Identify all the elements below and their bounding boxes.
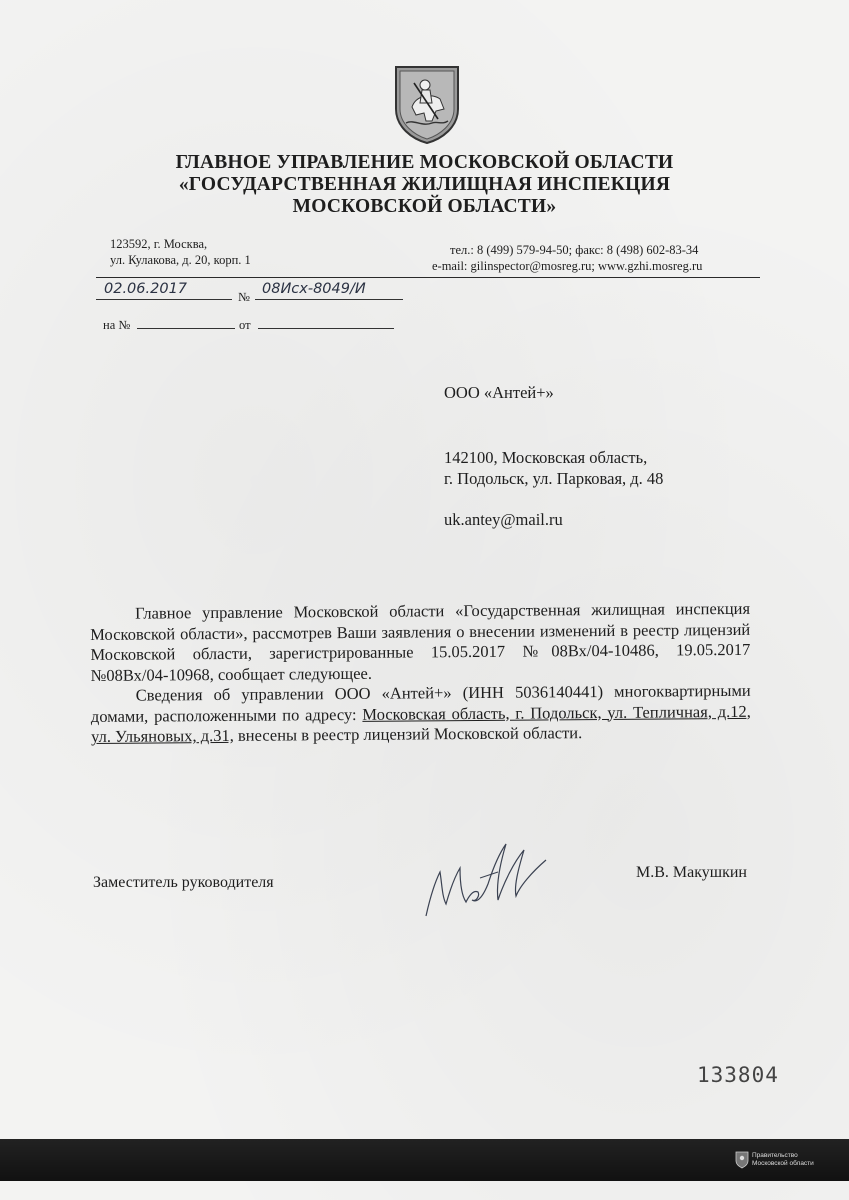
property-address: Московская область, г. Подольск, ул. Тепличная, д.12, ул. Ульяновых, д.31, [90,701,751,746]
registration-date: 02.06.2017 [104,281,188,297]
recipient-address-line-2: г. Подольск, ул. Парковая, д. 48 [444,469,664,488]
body-paragraph-2 [91,681,751,748]
number-underline [255,287,403,300]
reply-to-underline [137,316,235,329]
document-stamp-number: 133804 [697,1063,779,1087]
header-divider [96,277,760,278]
body-paragraph-1: Главное управление Московской области «Государственная жилищная инспекция Московской области», рассмотрев Ваши заявления о внесении изменений в реестр лицензий Московской области, зарегистрированные 15.05.2017 №08Вх/04-10486, 19.05.2017 №08Вх/04-10968, сообщает следующее. [90,598,751,685]
body-paragraph-2-start: Сведения об управлении ООО «Антей+» (ИНН 5036140441) многоквартирными домами, расположенными по адресу: [90,680,751,726]
sender-address-line-2: ул. Кулакова, д. 20, корп. 1 [110,253,251,267]
government-footer-logo [735,1150,825,1174]
org-title-line-2: «ГОСУДАРСТВЕННАЯ ЖИЛИЩНАЯ ИНСПЕКЦИЯ [178,174,671,195]
signatory-name: М.В. Макушкин [636,864,747,881]
recipient-email: uk.antey@mail.ru [444,510,563,529]
from-underline [258,316,394,329]
contact-phone: тел.: 8 (499) 579-94-50; факс: 8 (498) 602-83-34 [450,243,699,257]
sender-address-line-1: 123592, г. Москва, [110,237,208,251]
org-title-line-1: ГЛАВНОЕ УПРАВЛЕНИЕ МОСКОВСКОЙ ОБЛАСТИ [175,152,674,173]
footer-logo-line-1: Правительство [752,1152,798,1159]
org-title-line-3: МОСКОВСКОЙ ОБЛАСТИ» [292,196,557,217]
reply-to-label: на № [103,318,131,332]
date-underline [96,287,232,300]
footer-logo-text [752,1152,814,1168]
number-label: № [238,290,250,304]
letter-body [90,599,751,748]
recipient-address-line-1: 142100, Московская область, [444,448,648,467]
signatory-position: Заместитель руководителя [93,874,274,891]
handwritten-signature [420,838,550,920]
body-paragraph-2-end: внесены в реестр лицензий Московской области. [233,723,583,745]
moscow-oblast-emblem-icon [392,63,462,145]
recipient-name: ООО «Антей+» [444,383,554,402]
contact-email: e-mail: gilinspector@mosreg.ru; www.gzhi.mosreg.ru [432,259,703,273]
footer-logo-line-2: Московской области [752,1160,814,1167]
scan-bottom-bar [0,1139,849,1181]
mo-government-emblem-icon [735,1151,749,1169]
registration-number: 08Исх-8049/И [262,281,366,297]
from-label: от [239,318,251,332]
